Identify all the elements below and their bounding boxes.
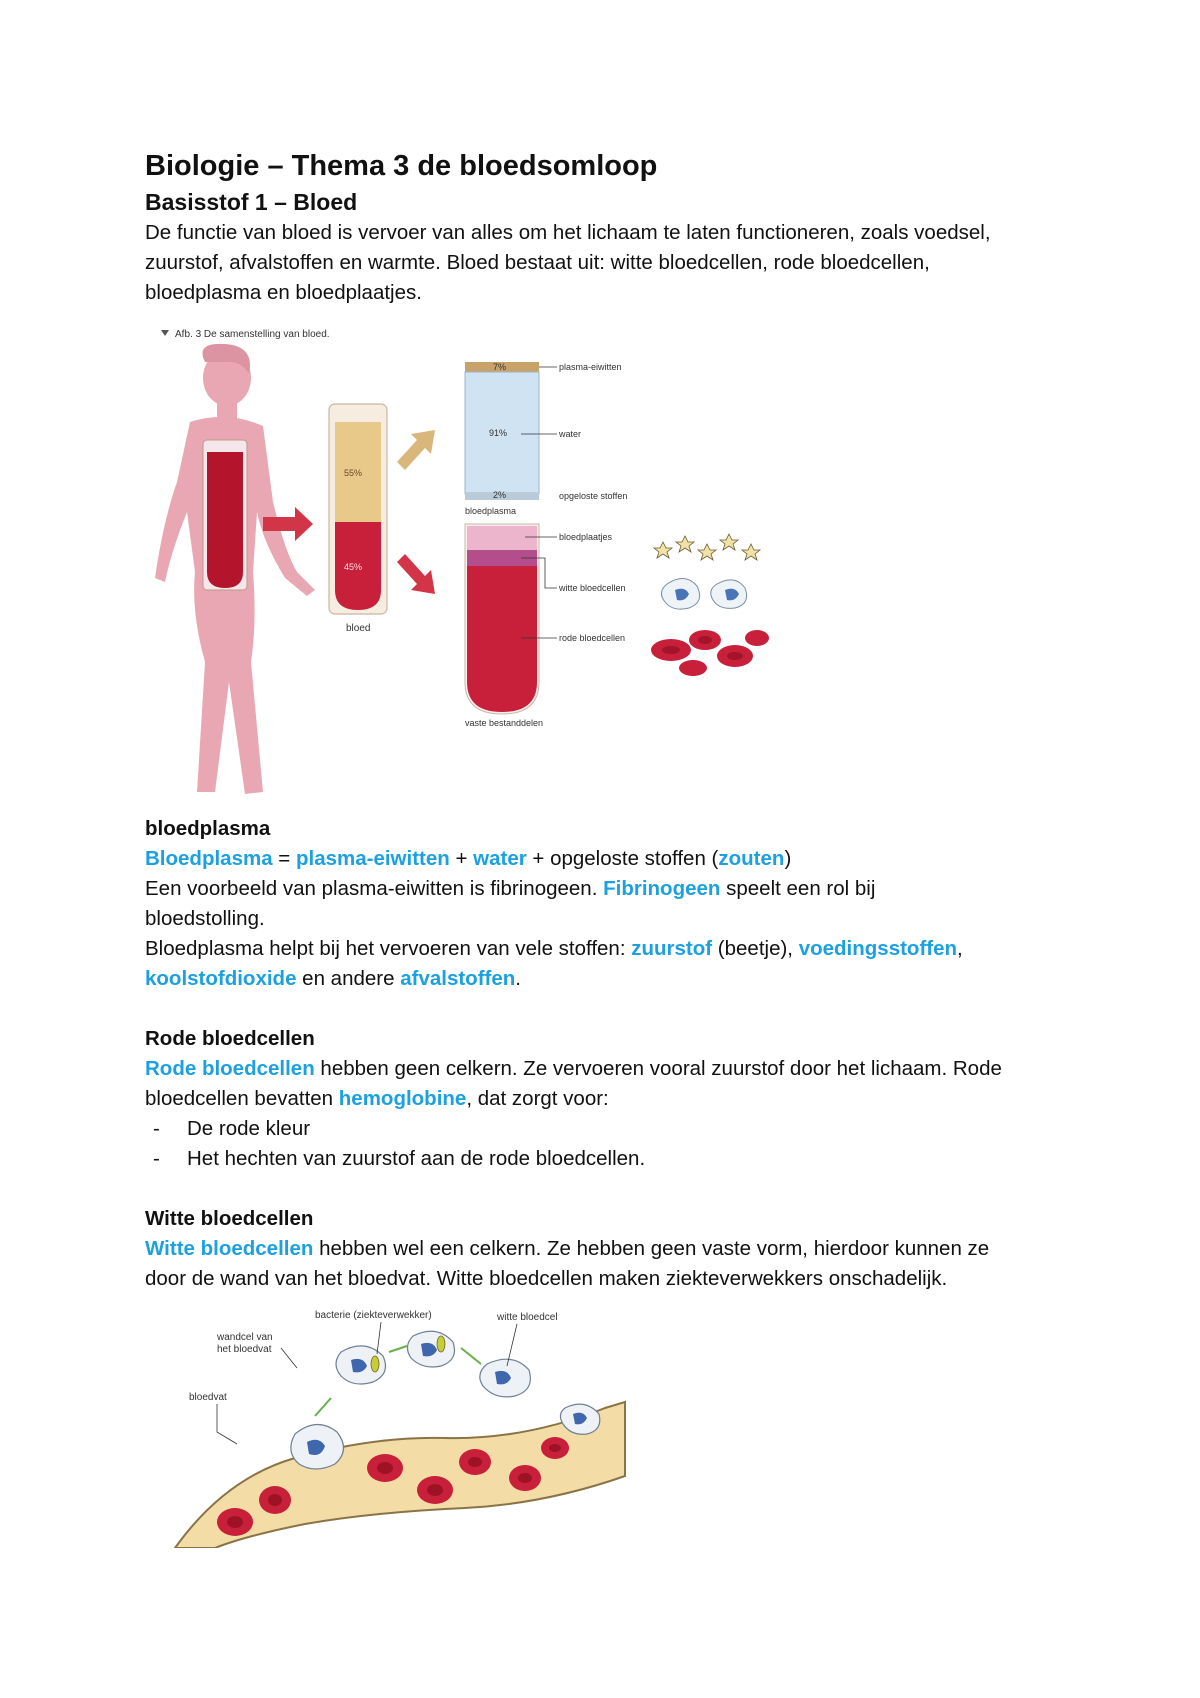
blood-composition-figure <box>145 322 825 802</box>
heading-witte-bloedcellen: Witte bloedcellen <box>145 1207 314 1230</box>
text-fragment: (beetje), <box>712 937 799 960</box>
arrow-up-right-icon <box>397 430 435 470</box>
plasma-tube-label: bloedplasma <box>465 506 517 516</box>
blood-test-tube <box>329 404 387 614</box>
label-bloedvat: bloedvat <box>189 1392 227 1403</box>
bacteria-icon <box>371 1356 379 1372</box>
arrow-icon <box>315 1398 331 1416</box>
text-fragment: hebben wel een celkern. Ze hebben geen vaste vorm, hierdoor kunnen ze <box>313 1237 990 1260</box>
label-plasma-eiwitten: plasma-eiwitten <box>559 362 622 372</box>
term-plasma-eiwitten: plasma-eiwitten <box>295 847 450 870</box>
text-fragment: , <box>957 937 963 960</box>
rode-line-2 <box>145 1084 1075 1114</box>
term-bloedplasma: Bloedplasma <box>145 847 273 870</box>
leader-line <box>217 1404 237 1444</box>
white-blood-cell-illustration <box>145 1308 645 1548</box>
caption-triangle-icon <box>161 330 169 336</box>
label-witte-bloedcellen: witte bloedcellen <box>559 583 626 593</box>
body-test-tube <box>203 440 247 590</box>
term-koolstofdioxide: koolstofdioxide <box>145 967 297 990</box>
intro-line-2: zuurstof, afvalstoffen en warmte. Bloed bestaat uit: witte bloedcellen, rode bloedcellen, <box>145 251 930 274</box>
bloedplasma-line-4 <box>145 934 1075 964</box>
document-page <box>145 146 1075 1548</box>
plasma-mid-percentage: 91% <box>489 428 508 438</box>
text-fragment: . <box>515 967 521 990</box>
text-fragment: Een voorbeeld van plasma-eiwitten is fibrinogeen. <box>145 877 604 900</box>
rode-line-1 <box>145 1054 1075 1084</box>
page-title: Biologie – Thema 3 de bloedsomloop <box>145 150 658 182</box>
leader-line <box>281 1348 297 1368</box>
bloedplasma-line-5 <box>145 964 1075 994</box>
witte-line-1 <box>145 1234 1075 1264</box>
solids-test-tube <box>465 524 539 714</box>
text-fragment: = <box>272 847 296 870</box>
heading-bloedplasma: bloedplasma <box>145 817 271 840</box>
label-bloedplaatjes: bloedplaatjes <box>559 532 613 542</box>
list-item-text: Het hechten van zuurstof aan de rode bloedcellen. <box>187 1147 646 1170</box>
list-item <box>145 1144 1075 1174</box>
text-fragment: + <box>449 847 474 870</box>
witte-line-2: door de wand van het bloedvat. Witte bloedcellen maken ziekteverwekkers onschadelijk. <box>145 1267 948 1290</box>
bullet-dash: - <box>153 1117 160 1140</box>
spacer <box>145 994 1075 1024</box>
label-witte-bloedcel: witte bloedcel <box>497 1312 558 1323</box>
arrow-icon <box>389 1346 407 1352</box>
label-bacterie: bacterie (ziekteverwekker) <box>315 1310 432 1321</box>
label-opgeloste-stoffen: opgeloste stoffen <box>559 491 628 501</box>
arrow-icon <box>461 1348 481 1364</box>
label-water: water <box>559 429 582 439</box>
white-blood-cells-icon <box>661 578 746 609</box>
intro-line-3: bloedplasma en bloedplaatjes. <box>145 281 422 304</box>
text-fragment: speelt een rol bij <box>720 877 876 900</box>
heading-rode-bloedcellen: Rode bloedcellen <box>145 1027 315 1050</box>
text-fragment: + opgeloste stoffen ( <box>526 847 719 870</box>
bloedplasma-line-3: bloedstolling. <box>145 907 265 930</box>
bloedplasma-line-2 <box>145 874 1075 904</box>
term-afvalstoffen: afvalstoffen <box>400 967 516 990</box>
term-witte-bloedcellen: Witte bloedcellen <box>145 1237 314 1260</box>
blood-tube-label: bloed <box>346 623 371 634</box>
term-rode-bloedcellen: Rode bloedcellen <box>145 1057 315 1080</box>
spacer <box>145 1174 1075 1204</box>
label-wandcel-2: het bloedvat <box>217 1344 272 1355</box>
platelets-icon <box>654 534 760 560</box>
text-fragment: , dat zorgt voor: <box>466 1087 609 1110</box>
label-wandcel-1: wandcel van <box>217 1332 273 1343</box>
text-fragment: en andere <box>296 967 401 990</box>
tube-top-percentage: 55% <box>344 468 363 478</box>
bacteria-icon <box>437 1336 445 1352</box>
term-hemoglobine: hemoglobine <box>338 1087 467 1110</box>
leader-line <box>377 1322 381 1354</box>
label-rode-bloedcellen: rode bloedcellen <box>559 633 626 643</box>
blood-composition-illustration <box>145 322 825 802</box>
tube-bottom-percentage: 45% <box>344 562 363 572</box>
solids-tube-label: vaste bestanddelen <box>465 718 544 728</box>
intro-line-1: De functie van bloed is vervoer van alles om het lichaam te laten functioneren, zoals voedsel, <box>145 221 991 244</box>
term-zuurstof: zuurstof <box>631 937 713 960</box>
term-water: water <box>473 847 527 870</box>
section-subtitle: Basisstof 1 – Bloed <box>145 189 358 215</box>
arrow-down-right-icon <box>397 554 435 594</box>
bloedplasma-equation <box>145 844 1075 874</box>
text-fragment: bloedcellen bevatten <box>145 1087 339 1110</box>
red-blood-cells-icon <box>651 630 769 676</box>
white-blood-cell-figure <box>145 1308 645 1548</box>
bullet-dash: - <box>153 1147 160 1170</box>
text-fragment: ) <box>784 847 792 870</box>
plasma-bottom-percentage: 2% <box>493 490 507 500</box>
term-voedingsstoffen: voedingsstoffen <box>798 937 958 960</box>
list-item <box>145 1114 1075 1144</box>
term-fibrinogeen: Fibrinogeen <box>603 877 721 900</box>
term-zouten: zouten <box>718 847 785 870</box>
figure-caption: Afb. 3 De samenstelling van bloed. <box>175 329 330 340</box>
text-fragment: Bloedplasma helpt bij het vervoeren van vele stoffen: <box>145 937 632 960</box>
text-fragment: hebben geen celkern. Ze vervoeren vooral zuurstof door het lichaam. Rode <box>314 1057 1002 1080</box>
plasma-top-percentage: 7% <box>493 362 507 372</box>
list-item-text: De rode kleur <box>187 1117 311 1140</box>
